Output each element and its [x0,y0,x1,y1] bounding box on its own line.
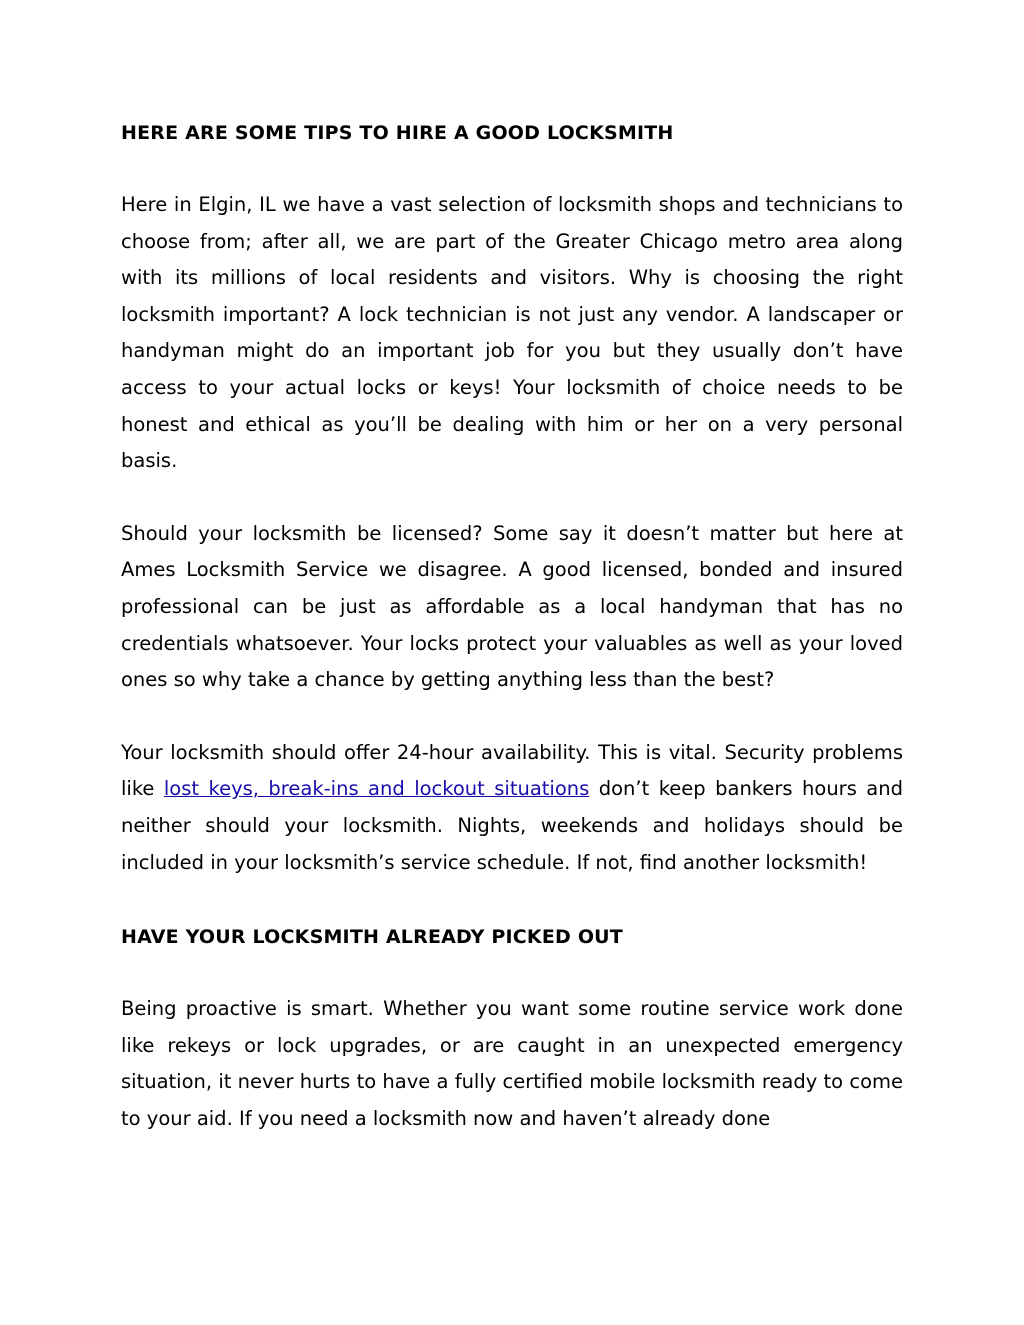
paragraph-proactive: Being proactive is smart. Whether you want some routine service work done like rekeys or lock upgrades, or are caught in an unexpected emergency situation, it never hurts to have a fully certified mobile locksmith ready to come to your aid. If you need a locksmith now and haven’t already done [121,997,903,1130]
paragraph-elgin-intro: Here in Elgin, IL we have a vast selection of locksmith shops and technicians to choose from; after all, we are part of the Greater Chicago metro area along with its millions of local residents and visitors. Why is choosing the right locksmith important? A lock technician is not just any vendor. A landscaper or handyman might do an important job for you but they usually don’t have access to your actual locks or keys! Your locksmith of choice needs to be honest and ethical as you’ll be dealing with him or her on a very personal basis. [121,193,903,473]
paragraph-licensed: Should your locksmith be licensed? Some say it doesn’t matter but here at Ames Locksmith Service we disagree. A good licensed, bonded and insured professional can be just as affordable as a local handyman that has no credentials whatsoever. Your locks protect your valuables as well as your loved ones so why take a chance by getting anything less than the best? [121,521,903,692]
paragraph-availability [121,735,903,881]
lockout-situations-link[interactable]: lost keys, break-ins and lockout situations [163,777,590,801]
paragraph-availability-text-end: don’t keep bankers hours and neither should your locksmith. Nights, weekends and holidays should be included in your locksmith’s service schedule. If not, find another locksmith! [121,777,903,874]
section-heading-tips: HERE ARE SOME TIPS TO HIRE A GOOD LOCKSMITH [121,122,674,144]
document-page [121,113,903,1137]
paragraph-availability-text-start: Your locksmith should offer 24-hour availability. This is vital. Security problems like [121,740,903,801]
section-heading-picked-out: HAVE YOUR LOCKSMITH ALREADY PICKED OUT [121,926,623,949]
